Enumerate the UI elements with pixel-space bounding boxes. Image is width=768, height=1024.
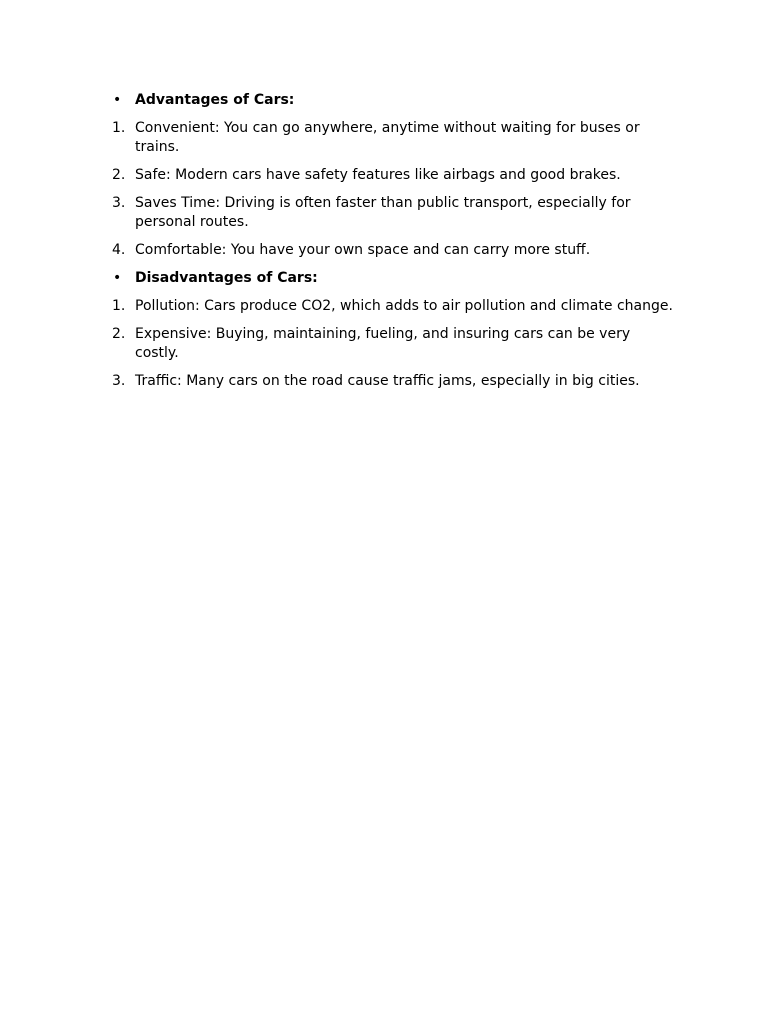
list-item (110, 297, 675, 316)
bullet-marker: • (113, 92, 122, 108)
list-item-text: Traffic: Many cars on the road cause traffic jams, especially in big cities. (135, 373, 640, 389)
list-item-text: Expensive: Buying, maintaining, fueling, and insuring cars can be very costly. (135, 326, 631, 361)
bullet-marker: • (113, 270, 122, 286)
list-item-text: Comfortable: You have your own space and can carry more stuff. (135, 242, 591, 258)
list-item (110, 119, 675, 157)
list-item (110, 241, 675, 260)
list-item-text: Pollution: Cars produce CO2, which adds to air pollution and climate change. (135, 298, 673, 314)
list-item-text: Safe: Modern cars have safety features like airbags and good brakes. (135, 167, 621, 183)
list-number: 2. (112, 167, 126, 183)
list-item-text: Saves Time: Driving is often faster than public transport, especially for personal routes. (135, 195, 631, 230)
list-item (110, 372, 675, 391)
list-item (110, 166, 675, 185)
list-number: 1. (112, 120, 126, 136)
list-number: 3. (112, 373, 126, 389)
section-heading-text: Disadvantages of Cars: (135, 270, 318, 286)
list-number: 1. (112, 298, 126, 314)
list-number: 2. (112, 326, 126, 342)
list-item-text: Convenient: You can go anywhere, anytime without waiting for buses or trains. (135, 120, 640, 155)
section-heading-disadvantages (110, 269, 675, 288)
list-item (110, 194, 675, 232)
document-body (110, 91, 675, 400)
section-heading-advantages (110, 91, 675, 110)
list-number: 4. (112, 242, 126, 258)
list-number: 3. (112, 195, 126, 211)
section-heading-text: Advantages of Cars: (135, 92, 295, 108)
list-item (110, 325, 675, 363)
